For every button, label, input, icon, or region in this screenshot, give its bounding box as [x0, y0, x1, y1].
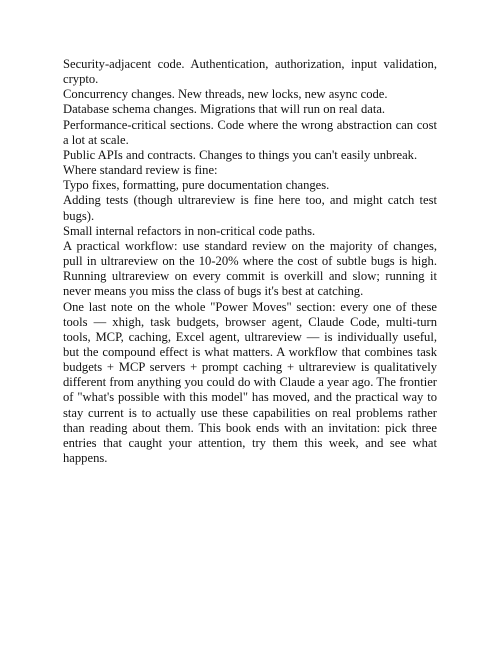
paragraph-adding-tests: Adding tests (though ultrareview is fine here too, and might catch test bugs).	[63, 193, 437, 223]
paragraph-concurrency: Concurrency changes. New threads, new locks, new async code.	[63, 87, 388, 102]
paragraph-power-moves-note: One last note on the whole "Power Moves" section: every one of these tools — xhigh, task budgets, browser agent, Claude Code, multi-turn tools, MCP, caching, Excel agent, ultrareview — is individually useful, but the compound effect is what matters. A workflow that combines task budgets + MCP servers + prompt caching + ultrareview is qualitatively different from anything you could do with Claude a year ago. The frontier of "what's possible with this model" has moved, and the practical way to stay current is to actually use these capabilities on real problems rather than reading about them. This book ends with an invitation: pick three entries that caught your attention, try them this week, and see what happens.	[63, 299, 437, 466]
paragraph-security: Security-adjacent code. Authentication, authorization, input validation, crypto.	[63, 57, 437, 87]
document-page	[63, 57, 437, 466]
paragraph-performance: Performance-critical sections. Code where the wrong abstraction can cost a lot at scale.	[63, 117, 437, 147]
paragraph-practical-workflow: A practical workflow: use standard review on the majority of changes, pull in ultrareview on the 10-20% where the cost of subtle bugs is high. Running ultrareview on every commit is overkill and slow; running it never means you miss the class of bugs it's best at catching.	[63, 238, 437, 299]
paragraph-public-apis: Public APIs and contracts. Changes to things you can't easily unbreak.	[63, 147, 418, 162]
paragraph-schema: Database schema changes. Migrations that will run on real data.	[63, 102, 386, 117]
paragraph-standard-review-heading: Where standard review is fine:	[63, 163, 218, 178]
paragraph-small-refactors: Small internal refactors in non-critical code paths.	[63, 223, 316, 238]
paragraph-typo-fixes: Typo fixes, formatting, pure documentation changes.	[63, 178, 330, 193]
